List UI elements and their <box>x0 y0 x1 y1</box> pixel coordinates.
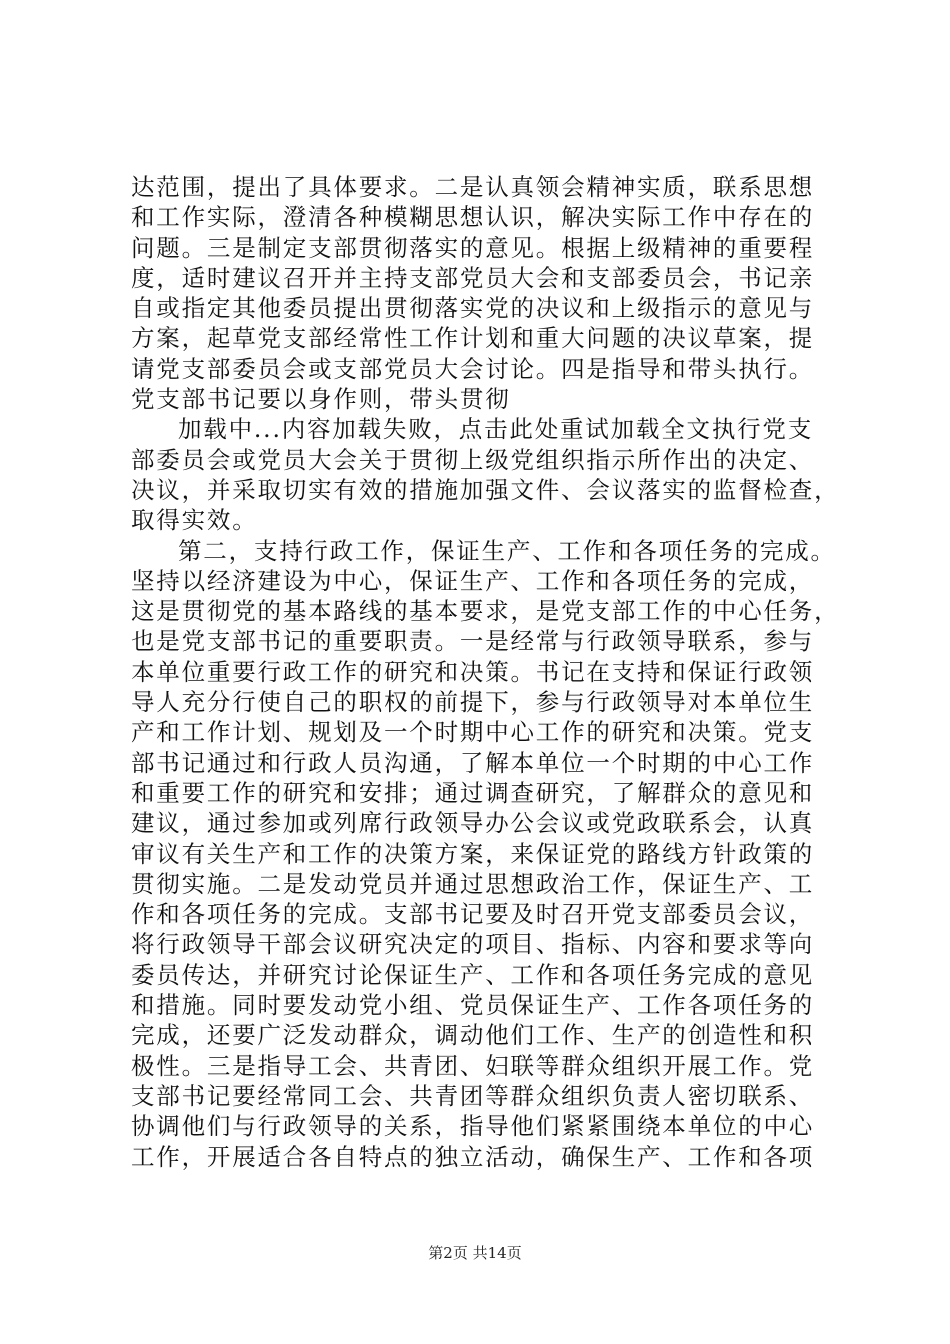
text-line: 方案，起草党支部经常性工作计划和重大问题的决议草案，提 <box>131 324 815 353</box>
text-line: 达范围，提出了具体要求。二是认真领会精神实质，联系思想 <box>131 173 815 201</box>
document-body <box>131 172 840 1172</box>
text-line: 请党支部委员会或支部党员大会讨论。四是指导和带头执行。 <box>131 354 815 383</box>
text-line: 产和工作计划、规划及一个时期中心工作的研究和决策。党支 <box>131 718 815 747</box>
text-line: 第二，支持行政工作，保证生产、工作和各项任务的完成。 <box>178 536 836 565</box>
text-line: 委员传达，并研究讨论保证生产、工作和各项任务完成的意见 <box>131 960 815 989</box>
text-line: 部书记通过和行政人员沟通，了解本单位一个时期的中心工作 <box>131 748 815 777</box>
text-line: 这是贯彻党的基本路线的基本要求，是党支部工作的中心任务， <box>131 597 840 626</box>
text-line: 决议，并采取切实有效的措施加强文件、会议落实的监督检查， <box>131 475 840 504</box>
text-line: 和措施。同时要发动党小组、党员保证生产、工作各项任务的 <box>131 991 815 1020</box>
text-line: 支部书记要经常同工会、共青团等群众组织负责人密切联系、 <box>131 1081 815 1110</box>
text-line: 部委员会或党员大会关于贯彻上级党组织指示所作出的决定、 <box>131 445 815 474</box>
text-line: 贯彻实施。二是发动党员并通过思想政治工作，保证生产、工 <box>131 869 815 898</box>
text-line: 建议，通过参加或列席行政领导办公会议或党政联系会，认真 <box>131 809 815 838</box>
text-line: 党支部书记要以身作则，带头贯彻 <box>131 385 511 414</box>
text-line: 和重要工作的研究和安排；通过调查研究，了解群众的意见和 <box>131 778 815 807</box>
text-line: 极性。三是指导工会、共青团、妇联等群众组织开展工作。党 <box>131 1051 815 1080</box>
text-fragment: 执行党支 <box>711 415 814 444</box>
text-line: 完成，还要广泛发动群众，调动他们工作、生产的创造性和积 <box>131 1021 815 1050</box>
text-line: 和工作实际，澄清各种模糊思想认识，解决实际工作中存在的 <box>131 203 815 232</box>
text-line: 本单位重要行政工作的研究和决策。书记在支持和保证行政领 <box>131 657 815 686</box>
text-line: 问题。三是制定支部贯彻落实的意见。根据上级精神的重要程 <box>131 233 815 262</box>
text-line: 将行政领导干部会议研究决定的项目、指标、内容和要求等向 <box>131 930 815 959</box>
paragraph-3 <box>131 536 840 1172</box>
text-line: 自或指定其他委员提出贯彻落实党的决议和上级指示的意见与 <box>131 294 815 323</box>
text-line: 度，适时建议召开并主持支部党员大会和支部委员会，书记亲 <box>131 263 815 292</box>
text-line: 坚持以经济建设为中心，保证生产、工作和各项任务的完成， <box>131 566 815 595</box>
text-line: 工作，开展适合各自特点的独立活动，确保生产、工作和各项 <box>131 1142 815 1171</box>
text-line: 作和各项任务的完成。支部书记要及时召开党支部委员会议， <box>131 900 815 929</box>
text-line: 导人充分行使自己的职权的前提下，参与行政领导对本单位生 <box>131 688 815 717</box>
text-line: 审议有关生产和工作的决策方案，来保证党的路线方针政策的 <box>131 839 815 868</box>
text-line: 取得实效。 <box>131 506 258 535</box>
reload-full-text-link[interactable]: 加载中...内容加载失败，点击此处重试加载全文 <box>178 415 712 444</box>
paragraph-2 <box>131 414 840 535</box>
text-line: 也是党支部书记的重要职责。一是经常与行政领导联系，参与 <box>131 627 815 656</box>
text-line <box>131 414 831 444</box>
page-number-footer: 第2页 共14页 <box>428 1244 522 1262</box>
paragraph-1 <box>131 172 831 414</box>
text-line: 协调他们与行政领导的关系，指导他们紧紧围绕本单位的中心 <box>131 1112 815 1141</box>
